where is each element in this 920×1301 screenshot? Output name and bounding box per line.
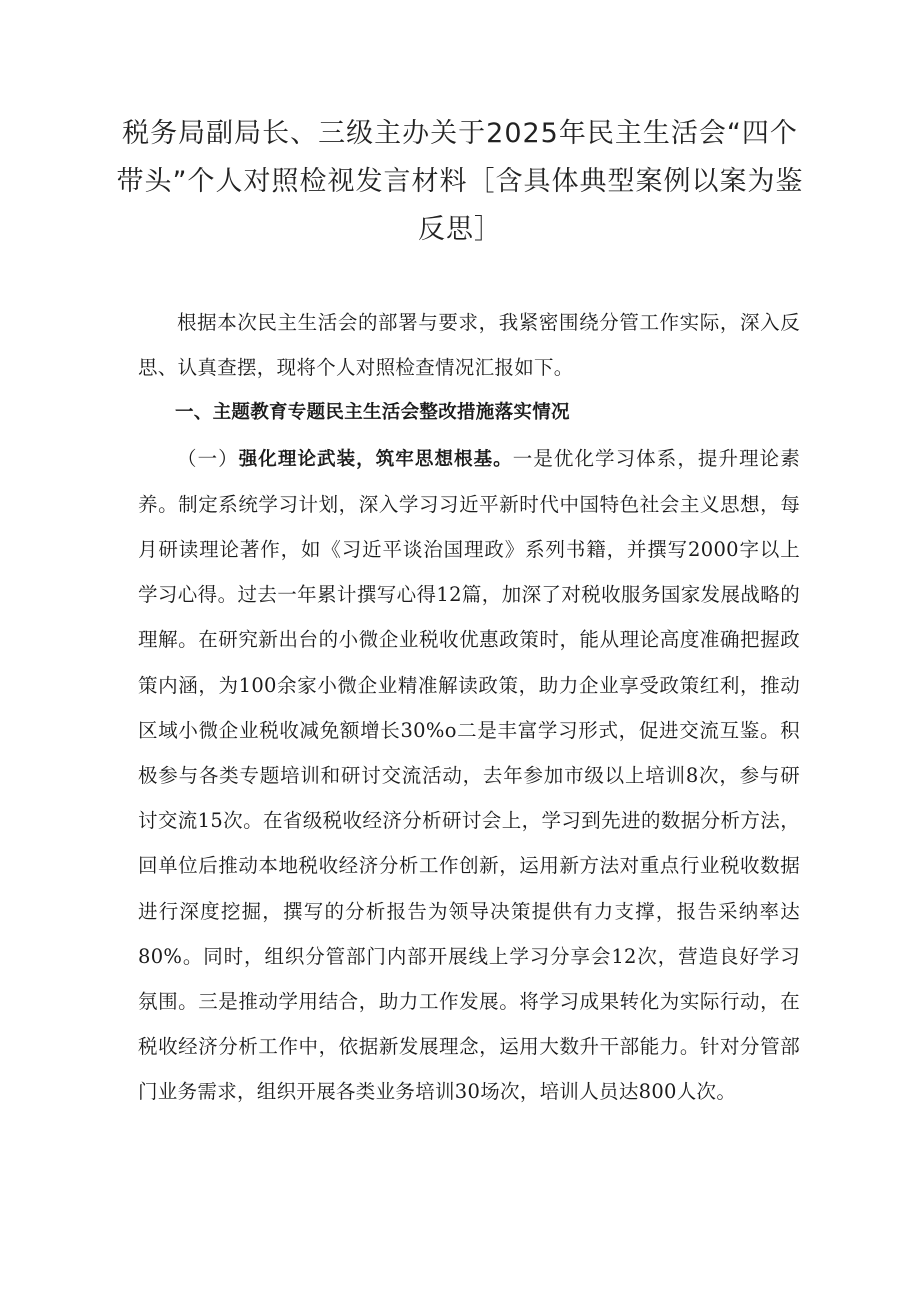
subsection-paragraph [138, 436, 800, 1115]
intro-paragraph: 根据本次民主生活会的部署与要求，我紧密围绕分管工作实际，深入反思、认真查摆，现将个人对照检查情况汇报如下。 [138, 311, 800, 380]
section-heading: 一、主题教育专题民主生活会整改措施落实情况 [175, 402, 570, 424]
subsection-body: 一是优化学习体系，提升理论素养。制定系统学习计划，深入学习习近平新时代中国特色社会主义思想，每月研读理论著作，如《习近平谈治国理政》系列书籍，并撰写2000字以上学习心得。过去一年累计撰写心得12篇，加深了对税收服务国家发展战略的理解。在研究新出台的小微企业税收优惠政策时，能从理论高度准确把握政策内涵，为100余家小微企业精准解读政策，助力企业享受政策红利，推动区域小微企业税收减免额增长30%o二是丰富学习形式，促进交流互鉴。积极参与各类专题培训和研讨交流活动，去年参加市级以上培训8次，参与研讨交流15次。在省级税收经济分析研讨会上，学习到先进的数据分析方法，回单位后推动本地税收经济分析工作创新，运用新方法对重点行业税收数据进行深度挖掘，撰写的分析报告为领导决策提供有力支撑，报告采纳率达80%。同时，组织分管部门内部开展线上学习分享会12次，营造良好学习氛围。三是推动学用结合，助力工作发展。将学习成果转化为实际行动，在税收经济分析工作中，依据新发展理念，运用大数升干部能力。针对分管部门业务需求，组织开展各类业务培训30场次，培训人员达800人次。 [138, 446, 800, 1104]
document-body [138, 300, 800, 1115]
subsection-heading: 强化理论武装，筑牢思想根基。 [238, 448, 513, 470]
subsection-prefix: （一） [177, 446, 239, 470]
document-title: 税务局副局长、三级主办关于2025年民主生活会“四个带头”个人对照检视发言材料［含具体典型案例以案为鉴反思］ [116, 118, 804, 245]
